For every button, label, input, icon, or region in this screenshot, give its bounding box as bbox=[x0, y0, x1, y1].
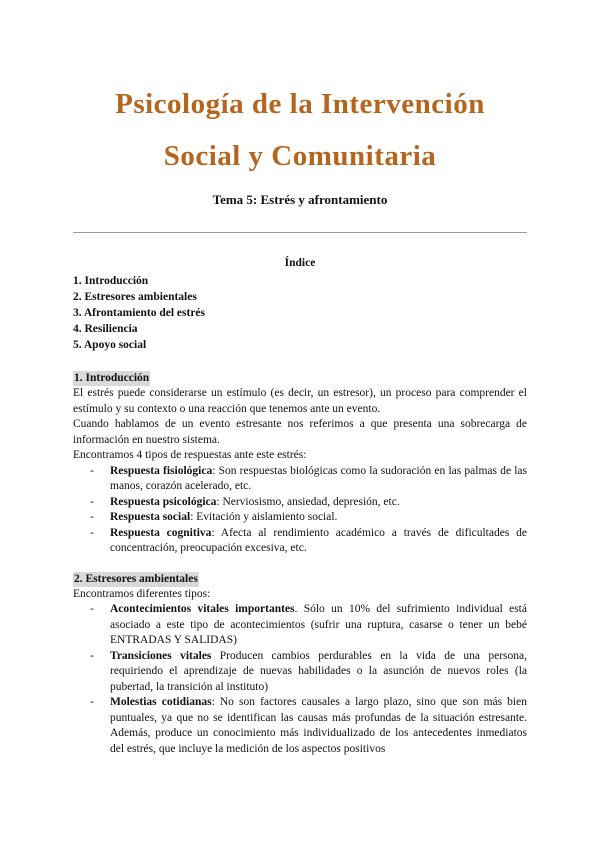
dash-marker: - bbox=[90, 649, 94, 662]
bullet-text: : No son factores causales a largo plazo, sino que son más bien puntuales, ya que no se identifican las causas más profundas de la situación estresante. Además, produce un conocimiento más individualizado de los antecedentes inmediatos del estrés, que incluye la medición de los aspectos positivos bbox=[110, 696, 527, 755]
bullet-term: Respuesta social bbox=[110, 511, 191, 523]
bullet-term: Transiciones vitales bbox=[110, 649, 212, 662]
document-title bbox=[73, 0, 527, 182]
paragraph: Encontramos 4 tipos de respuestas ante este estrés: bbox=[73, 449, 307, 461]
section-estresores-ambientales bbox=[73, 557, 527, 758]
bullet-item bbox=[90, 464, 527, 495]
bullet-list bbox=[73, 602, 527, 757]
paragraph: Encontramos diferentes tipos: bbox=[73, 587, 211, 600]
title-divider bbox=[73, 232, 527, 233]
dash-marker: - bbox=[90, 603, 94, 615]
toc-list bbox=[73, 273, 527, 353]
toc-item: 3. Afrontamiento del estrés bbox=[73, 307, 206, 319]
dash-marker: - bbox=[90, 696, 94, 708]
bullet-item bbox=[90, 602, 527, 649]
document-subtitle: Tema 5: Estrés y afrontamiento bbox=[212, 192, 388, 207]
bullet-list bbox=[73, 464, 527, 557]
bullet-item bbox=[90, 510, 527, 526]
toc-item: 5. Apoyo social bbox=[73, 339, 147, 351]
bullet-text: Producen cambios perdurables en la vida de una persona, requiriendo el aprendizaje de nuevas habilidades o la asunción de nuevos roles (la pubertad, la transición al instituto) bbox=[110, 649, 528, 693]
toc-item: 4. Resiliencia bbox=[73, 323, 138, 335]
dash-marker: - bbox=[90, 511, 94, 523]
section-heading: 1. Introducción bbox=[74, 372, 150, 384]
bullet-text: : Nerviosismo, ansiedad, depresión, etc. bbox=[216, 495, 400, 508]
dash-marker: - bbox=[90, 495, 94, 508]
dash-marker: - bbox=[90, 464, 94, 477]
bullet-item bbox=[90, 649, 527, 696]
bullet-text: : Son respuestas biológicas como la sudoración en las palmas de las manos, corazón acelerado, etc. bbox=[110, 464, 528, 492]
bullet-item bbox=[90, 695, 527, 757]
bullet-term: Respuesta cognitiva bbox=[110, 526, 212, 539]
title-line-1: Psicología de la Intervención bbox=[115, 88, 485, 120]
title-line-2: Social y Comunitaria bbox=[163, 140, 437, 172]
bullet-item bbox=[90, 526, 527, 557]
bullet-term: Molestias cotidianas bbox=[110, 696, 212, 708]
bullet-term: Respuesta psicológica bbox=[110, 495, 217, 508]
paragraph: El estrés puede considerarse un estímulo (es decir, un estresor), un proceso para comprender el estímulo y su contexto o una reacción que tenemos ante un evento. bbox=[73, 387, 527, 415]
bullet-text: : Afecta al rendimiento académico a través de dificultades de concentración, preocupación excesiva, etc. bbox=[110, 526, 527, 554]
bullet-term: Respuesta fisiológica bbox=[110, 464, 213, 477]
bullet-item bbox=[90, 495, 527, 511]
bullet-text: . Sólo un 10% del sufrimiento individual está asociado a este tipo de acontecimientos (sufrir una ruptura, casarse o tener un bebé ENTRADAS Y SALIDAS) bbox=[110, 603, 527, 646]
dash-marker: - bbox=[90, 526, 94, 539]
bullet-text: : Evitación y aislamiento social. bbox=[190, 511, 338, 523]
section-introduccion bbox=[73, 353, 527, 557]
toc-item: 1. Introducción bbox=[73, 275, 149, 287]
section-heading: 2. Estresores ambientales bbox=[74, 572, 198, 585]
toc-item: 2. Estresores ambientales bbox=[73, 291, 197, 303]
bullet-term: Acontecimientos vitales importantes bbox=[110, 603, 295, 615]
paragraph: Cuando hablamos de un evento estresante nos referimos a que presenta una sobrecarga de información en nuestro sistema. bbox=[73, 418, 527, 446]
toc-heading: Índice bbox=[284, 257, 316, 269]
